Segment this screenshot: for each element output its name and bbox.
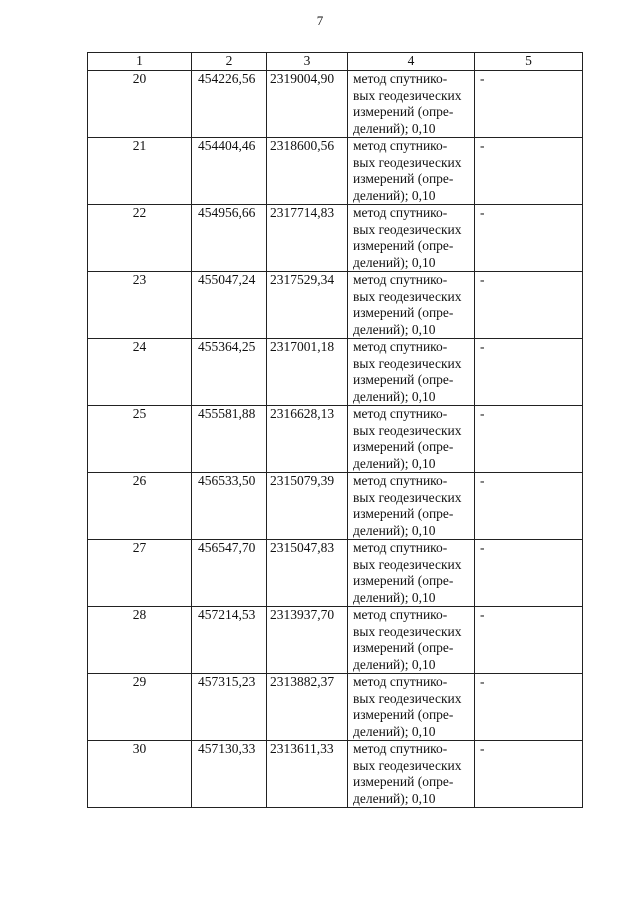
x-coordinate-cell: 457214,53 [192,607,267,674]
note-cell: - [475,607,583,674]
y-coordinate-cell: 2313937,70 [267,607,348,674]
point-number-cell: 22 [88,205,192,272]
y-coordinate-cell: 2315047,83 [267,540,348,607]
table-row [88,205,583,272]
x-coordinate-cell: 454956,66 [192,205,267,272]
coordinates-table [87,52,583,808]
column-header-3: 3 [267,53,348,71]
y-coordinate-cell: 2317714,83 [267,205,348,272]
x-coordinate-cell: 456547,70 [192,540,267,607]
table-row [88,607,583,674]
note-cell: - [475,741,583,808]
x-coordinate-cell: 455047,24 [192,272,267,339]
note-cell: - [475,71,583,138]
table-row [88,741,583,808]
table-row [88,71,583,138]
point-number-cell: 24 [88,339,192,406]
point-number-cell: 25 [88,406,192,473]
point-number-cell: 29 [88,674,192,741]
x-coordinate-cell: 457130,33 [192,741,267,808]
point-number-cell: 28 [88,607,192,674]
note-cell: - [475,205,583,272]
method-cell: метод спутнико- вых геодезических измерений (опре- делений); 0,10 [348,272,475,339]
y-coordinate-cell: 2318600,56 [267,138,348,205]
point-number-cell: 21 [88,138,192,205]
method-cell: метод спутнико- вых геодезических измерений (опре- делений); 0,10 [348,674,475,741]
table-body [88,71,583,808]
method-cell: метод спутнико- вых геодезических измерений (опре- делений); 0,10 [348,339,475,406]
x-coordinate-cell: 454226,56 [192,71,267,138]
method-cell: метод спутнико- вых геодезических измерений (опре- делений); 0,10 [348,540,475,607]
method-cell: метод спутнико- вых геодезических измерений (опре- делений); 0,10 [348,406,475,473]
y-coordinate-cell: 2315079,39 [267,473,348,540]
y-coordinate-cell: 2316628,13 [267,406,348,473]
point-number-cell: 26 [88,473,192,540]
y-coordinate-cell: 2313882,37 [267,674,348,741]
x-coordinate-cell: 456533,50 [192,473,267,540]
note-cell: - [475,138,583,205]
note-cell: - [475,272,583,339]
point-number-cell: 20 [88,71,192,138]
y-coordinate-cell: 2319004,90 [267,71,348,138]
note-cell: - [475,540,583,607]
table-row [88,473,583,540]
method-cell: метод спутнико- вых геодезических измерений (опре- делений); 0,10 [348,71,475,138]
table-row [88,674,583,741]
method-cell: метод спутнико- вых геодезических измерений (опре- делений); 0,10 [348,205,475,272]
y-coordinate-cell: 2317001,18 [267,339,348,406]
table-row [88,339,583,406]
y-coordinate-cell: 2317529,34 [267,272,348,339]
column-header-1: 1 [88,53,192,71]
table-row [88,540,583,607]
note-cell: - [475,473,583,540]
point-number-cell: 30 [88,741,192,808]
note-cell: - [475,674,583,741]
note-cell: - [475,406,583,473]
column-header-5: 5 [475,53,583,71]
point-number-cell: 27 [88,540,192,607]
method-cell: метод спутнико- вых геодезических измерений (опре- делений); 0,10 [348,741,475,808]
table-row [88,406,583,473]
x-coordinate-cell: 454404,46 [192,138,267,205]
x-coordinate-cell: 457315,23 [192,674,267,741]
note-cell: - [475,339,583,406]
page-number: 7 [316,13,324,28]
table-row [88,138,583,205]
x-coordinate-cell: 455364,25 [192,339,267,406]
y-coordinate-cell: 2313611,33 [267,741,348,808]
table-row [88,272,583,339]
x-coordinate-cell: 455581,88 [192,406,267,473]
column-header-2: 2 [192,53,267,71]
method-cell: метод спутнико- вых геодезических измерений (опре- делений); 0,10 [348,473,475,540]
table-header-row [88,53,583,71]
method-cell: метод спутнико- вых геодезических измерений (опре- делений); 0,10 [348,607,475,674]
point-number-cell: 23 [88,272,192,339]
column-header-4: 4 [348,53,475,71]
method-cell: метод спутнико- вых геодезических измерений (опре- делений); 0,10 [348,138,475,205]
